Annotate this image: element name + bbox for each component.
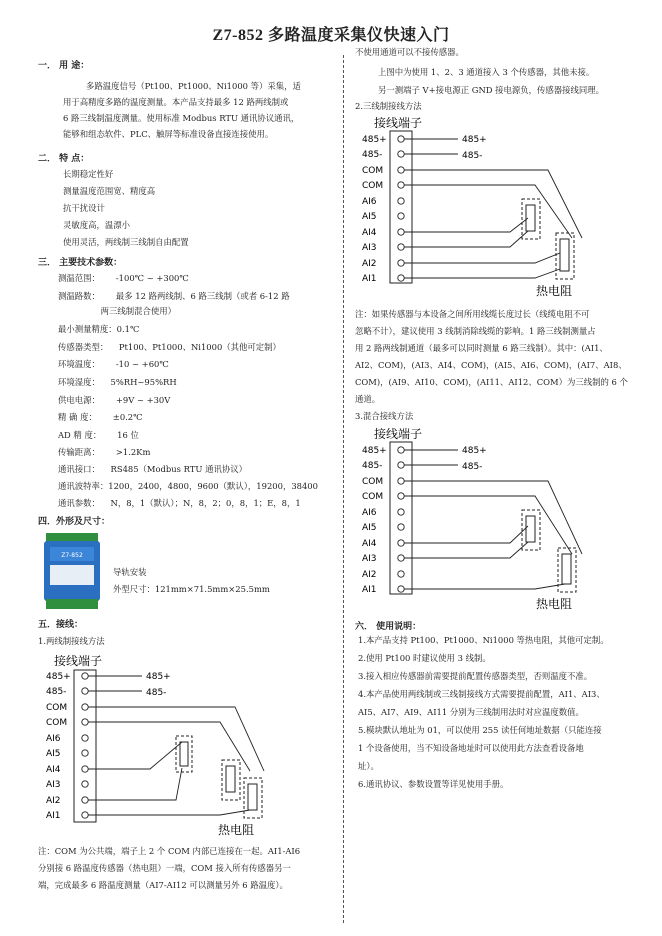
terminal-label: AI2 — [46, 796, 61, 806]
usage-item: 6.通讯协议、参数设置等详见使用手册。 — [358, 779, 509, 789]
section-6-heading: 六． 使用说明： — [355, 622, 422, 632]
terminal-screws — [398, 136, 404, 281]
terminal-label: AI6 — [46, 734, 61, 744]
param-row: 环境湿度： 5%RH~95%RH — [58, 377, 177, 387]
terminal-label: COM — [362, 181, 384, 191]
terminal-label: AI1 — [362, 274, 377, 284]
size-text: 外型尺寸：121mm×71.5mm×25.5mm — [113, 584, 270, 594]
section-2-heading: 二． 特 点： — [38, 154, 90, 164]
usage-item: 1 个设备使用，当不知设备地址时可以使用此方法查看设备地 — [358, 743, 584, 753]
rtd-sensor — [558, 548, 576, 592]
terminal-label: AI4 — [362, 539, 377, 549]
terminal-label: AI6 — [362, 197, 377, 207]
terminal-label: 485- — [362, 461, 383, 471]
terminal-label: AI3 — [362, 243, 377, 253]
two-wire-diagram — [40, 650, 300, 838]
terminal-label: 485+ — [46, 672, 71, 682]
terminal-block-title: 接线端子 — [374, 427, 423, 441]
param-row: 最小测量精度：0.1℃ — [58, 324, 140, 334]
wires — [404, 450, 582, 589]
usage-item: 1.本产品支持 Pt100、Pt1000、Ni1000 等热电阻，其他可定制。 — [358, 635, 609, 645]
param-row: 通讯参数： N，8，1（默认）；N，8，2；0，8，1；E，8，1 — [58, 498, 301, 508]
param-row: 精 确 度： ±0.2℃ — [58, 412, 143, 422]
mount-text: 导轨安装 — [113, 567, 147, 577]
rtd-label: 热电阻 — [536, 284, 573, 298]
rtd-sensor — [556, 233, 574, 279]
terminal-label: AI1 — [362, 585, 377, 595]
terminal-label: AI1 — [46, 811, 61, 821]
three-wire-note: AI2、COM)，(AI3、AI4、COM)，(AI5、AI6、COM)，(AI7、AI8、 — [355, 360, 627, 370]
terminal-label: AI5 — [362, 212, 377, 222]
feature-item: 抗干扰设计 — [63, 203, 105, 213]
wire-label-485m: 485- — [146, 688, 167, 698]
rtd-sensors — [522, 199, 574, 279]
terminal-label: 485- — [362, 150, 383, 160]
section-1-heading: 一． 用 途： — [38, 61, 90, 71]
terminal-label: 485+ — [362, 135, 387, 145]
terminal-labels — [362, 446, 387, 595]
sec1-line: 6 路三线制温度测量。使用标准 Modbus RTU 通讯协议通讯， — [63, 113, 300, 123]
usage-item: 4.本产品使用两线制或三线制接线方式需要提前配置，AI1、AI3、 — [358, 689, 605, 699]
rtd-element — [562, 554, 571, 584]
feature-item: 长期稳定性好 — [63, 169, 114, 179]
param-row: AD 精 度： 16 位 — [58, 430, 139, 440]
wire-label-485p: 485+ — [146, 672, 171, 682]
two-wire-subtitle: 1.两线制接线方法 — [38, 636, 105, 646]
terminal-screws — [398, 447, 404, 592]
feature-item: 测量温度范围宽、精度高 — [63, 186, 156, 196]
terminal-labels — [46, 672, 71, 821]
usage-item: 2.使用 Pt100 时建议使用 3 线制。 — [358, 653, 491, 663]
rtd-label: 热电阻 — [218, 823, 255, 837]
terminal-label: AI5 — [362, 523, 377, 533]
three-wire-note: COM)，(AI9、AI10、COM)，(AI11、AI12、COM）为三线制的 6 个 — [355, 377, 628, 387]
sec1-line: 用于高精度多路的温度测量。本产品支持最多 12 路两线制或 — [63, 97, 289, 107]
terminal-label: AI6 — [362, 508, 377, 518]
rtd-element — [560, 239, 569, 271]
section-3-heading: 三． 主要技术参数： — [38, 258, 123, 268]
usage-item: 3.接入相应传感器前需要提前配置传感器类型，否则温度不准。 — [358, 671, 593, 681]
param-row: 测温范围： -100℃ ~ +300℃ — [58, 273, 189, 283]
three-wire-note: 通道。 — [355, 394, 381, 404]
section-4-heading: 四．外形及尺寸： — [38, 517, 111, 527]
terminal-label: AI2 — [362, 259, 377, 269]
three-wire-note: 用 2 路两线制通道（最多可以同时测量 6 路三线制）。其中：(AI1、 — [355, 343, 608, 353]
rtd-element — [248, 784, 257, 810]
wires — [88, 676, 264, 815]
terminal-label: AI3 — [362, 554, 377, 564]
param-row: 传输距离： >1.2Km — [58, 447, 151, 457]
two-wire-note: 分别接 6 路温度传感器（热电阻）一端，COM 接入所有传感器另一 — [38, 863, 291, 873]
param-row: 通讯波特率：1200，2400，4800，9600（默认），19200，38400 — [58, 481, 318, 491]
wire-label-485p: 485+ — [462, 446, 487, 456]
terminal-label: COM — [46, 703, 68, 713]
terminal-label: AI4 — [46, 765, 61, 775]
three-wire-diagram — [360, 113, 600, 301]
param-row: 两三线制混合使用） — [58, 306, 176, 316]
sec1-line: 多路温度信号（Pt100、Pt1000、Ni1000 等）采集，适 — [86, 81, 301, 91]
device-label-sticker — [50, 565, 94, 585]
param-row: 传感器类型： Pt100、Pt1000、Ni1000（其他可定制） — [58, 342, 281, 352]
wires — [404, 139, 582, 278]
terminal-label: 485+ — [362, 446, 387, 456]
three-wire-subtitle: 2.三线制接线方法 — [355, 101, 422, 111]
feature-item: 使用灵活，两线制三线制自由配置 — [63, 237, 189, 247]
device-photo — [42, 531, 102, 611]
param-row: 环境温度： -10 ~ +60℃ — [58, 359, 169, 369]
feature-item: 灵敏度高，温漂小 — [63, 220, 130, 230]
wire-label-485p: 485+ — [462, 135, 487, 145]
terminal-block-title: 接线端子 — [54, 654, 103, 668]
rtd-element — [526, 516, 535, 542]
rtd-element — [226, 766, 235, 792]
terminal-label: AI2 — [362, 570, 377, 580]
terminal-labels — [362, 135, 387, 284]
usage-item: 5.模块默认地址为 01，可以使用 255 读任何地址数据（只能连接 — [358, 725, 602, 735]
terminal-label: AI4 — [362, 228, 377, 238]
rtd-sensors — [522, 510, 576, 592]
column-divider — [343, 55, 344, 923]
param-row: 通讯接口： RS485（Modbus RTU 通讯协议） — [58, 464, 247, 474]
usage-item: AI5、AI7、AI9、AI11 分别为三线制用法时对应温度数值。 — [358, 707, 584, 717]
param-row: 供电电源： +9V ~ +30V — [58, 395, 171, 405]
continued-text: 不使用通道可以不接传感器。 — [355, 47, 464, 57]
two-wire-note: 端，完成最多 6 路温度测量（AI7-AI12 可以测量另外 6 路温度）。 — [38, 880, 288, 890]
device-terminal-bottom — [46, 599, 98, 609]
terminal-label: COM — [362, 166, 384, 176]
section-5-heading: 五．接线： — [38, 620, 84, 630]
terminal-label: COM — [46, 718, 68, 728]
param-row: 测温路数： 最多 12 路两线制、6 路三线制（或者 6-12 路 — [58, 291, 290, 301]
terminal-label: AI5 — [46, 749, 61, 759]
continued-text: 上图中为使用 1、2、3 通道接入 3 个传感器，其他未接。 — [378, 67, 595, 77]
mixed-wire-subtitle: 3.混合接线方法 — [355, 411, 414, 421]
terminal-label: AI3 — [46, 780, 61, 790]
terminal-screws — [82, 673, 88, 818]
terminal-label: COM — [362, 477, 384, 487]
wire-label-485m: 485- — [462, 151, 483, 161]
terminal-label: 485- — [46, 687, 67, 697]
rtd-element — [180, 742, 188, 766]
mixed-wire-diagram — [360, 424, 600, 614]
three-wire-note: 注：如果传感器与本设备之间所用线缆长度过长（线缆电阻不可 — [355, 309, 590, 319]
wire-label-485m: 485- — [462, 462, 483, 472]
terminal-block — [74, 670, 96, 822]
three-wire-note: 忽略不计），建议使用 3 线制消除线缆的影响。1 路三线制测量占 — [355, 326, 596, 336]
rtd-sensor — [176, 736, 192, 772]
sec1-line: 能够和组态软件、PLC、触屏等标准设备直接连接使用。 — [63, 129, 274, 139]
terminal-label: COM — [362, 492, 384, 502]
rtd-label: 热电阻 — [536, 597, 573, 611]
rtd-sensors — [176, 736, 262, 818]
continued-text: 另一测端子 V+接电源正 GND 接电源负，传感器接线同理。 — [378, 85, 605, 95]
usage-item: 址）。 — [358, 761, 379, 771]
device-model-label: Z7-852 — [61, 552, 83, 559]
page-title: Z7-852 多路温度采集仪快速入门 — [212, 27, 450, 44]
two-wire-note: 注：COM 为公共端，端子上 2 个 COM 内部已连接在一起。AI1-AI6 — [38, 846, 301, 856]
terminal-block-title: 接线端子 — [374, 116, 423, 130]
